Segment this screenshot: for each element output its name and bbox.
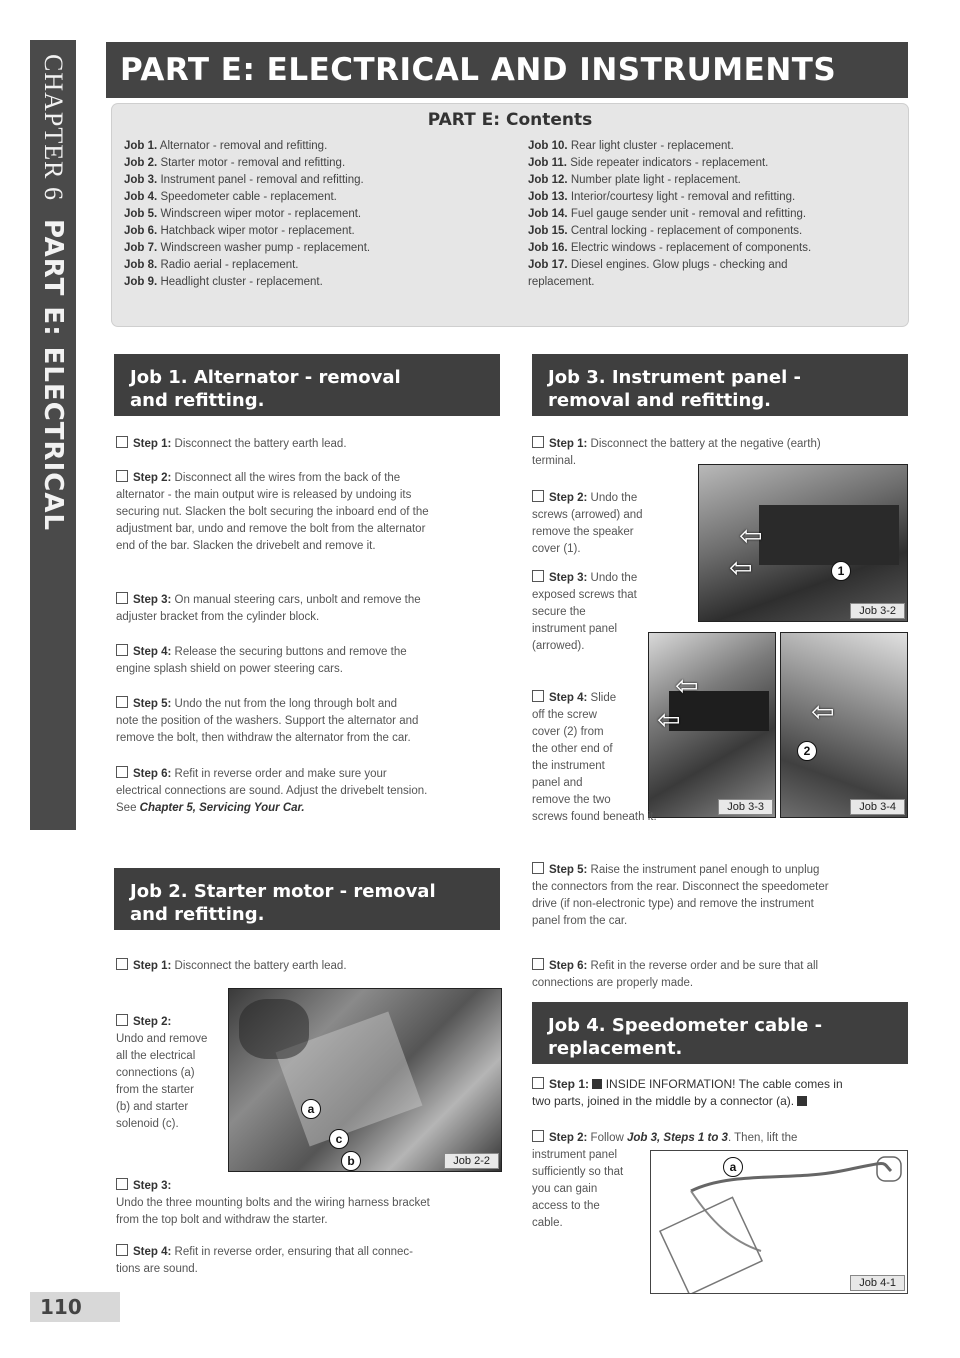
job1-step5: Step 5: Undo the nut from the long through bolt and note the position of the washers. Support the alternator and remove the bolt, then withdraw the alternator from the car. bbox=[116, 698, 419, 744]
checkbox-icon[interactable] bbox=[532, 1130, 544, 1142]
chapter-label: CHAPTER 6 bbox=[39, 54, 68, 201]
callout-c: c bbox=[329, 1129, 349, 1149]
job3-step1: Step 1: Disconnect the battery at the negative (earth) terminal. bbox=[532, 438, 821, 467]
job2-step4: Step 4: Refit in reverse order, ensuring that all connec- tions are sound. bbox=[116, 1246, 413, 1275]
job3-step3: Step 3: Undo the exposed screws that secure the instrument panel (arrowed). bbox=[532, 572, 638, 652]
arrow-icon: ⇦ bbox=[729, 552, 753, 583]
job4-header: Job 4. Speedometer cable - replacement. bbox=[532, 1002, 908, 1064]
checkbox-icon[interactable] bbox=[116, 1014, 128, 1026]
photo-caption: Job 3-3 bbox=[718, 799, 773, 815]
page-title-banner: PART E: ELECTRICAL AND INSTRUMENTS bbox=[106, 42, 908, 98]
cable-drawing bbox=[651, 1151, 907, 1293]
info-icon bbox=[797, 1096, 807, 1106]
checkbox-icon[interactable] bbox=[116, 644, 128, 656]
info-icon bbox=[592, 1079, 602, 1089]
checkbox-icon[interactable] bbox=[532, 1077, 544, 1089]
contents-entry: replacement. bbox=[528, 276, 595, 288]
contents-entry: Job 16. Electric windows - replacement of components. bbox=[528, 242, 812, 254]
contents-entry: Job 14. Fuel gauge sender unit - removal and refitting. bbox=[528, 208, 807, 220]
job1-step6: Step 6: Refit in reverse order and make sure your electrical connections are sound. Adjust the drivebelt tension. See Chapter 5, Servicing Your Car. bbox=[116, 768, 428, 814]
starter-motor-photo bbox=[228, 988, 502, 1172]
page-number: 110 bbox=[40, 1295, 82, 1319]
photo-caption: Job 3-2 bbox=[850, 603, 905, 619]
contents-entry: Job 2. Starter motor - removal and refitting. bbox=[124, 157, 346, 169]
contents-entry: Job 4. Speedometer cable - replacement. bbox=[124, 191, 337, 203]
contents-entry: Job 1. Alternator - removal and refitting. bbox=[124, 140, 328, 152]
job3-header: Job 3. Instrument panel - removal and refitting. bbox=[532, 354, 908, 416]
speedometer-cable-diagram bbox=[650, 1150, 908, 1294]
job3-step5: Step 5: Raise the instrument panel enough to unplug the connectors from the rear. Disconnect the speedometer drive (if non-electronic type) and remove the instrument panel from the car. bbox=[532, 864, 829, 927]
job2-step2: Step 2: Undo and remove all the electrical connections (a) from the starter (b) and starter solenoid (c). bbox=[116, 1016, 208, 1130]
job1-step2: Step 2: Disconnect all the wires from the back of the alternator - the main output wire is released by undoing its securing nut. Slacken the bolt securing the inboard end of the adjustment bar, undo and remove the bolt from the alternator end of the bar. Slacken the drivebelt and remove it. bbox=[116, 472, 429, 552]
photo-caption: Job 2-2 bbox=[444, 1153, 499, 1169]
photo-caption: Job 3-4 bbox=[850, 799, 905, 815]
job2-step1: Step 1: Disconnect the battery earth lead. bbox=[116, 958, 500, 975]
job3-step6: Step 6: Refit in the reverse order and be sure that all connections are properly made. bbox=[532, 960, 819, 989]
contents-box bbox=[112, 104, 908, 326]
job3-step2: Step 2: Undo the screws (arrowed) and remove the speaker cover (1). bbox=[532, 492, 643, 555]
contents-entry: Job 8. Radio aerial - replacement. bbox=[124, 259, 299, 271]
speaker-cover-photo bbox=[698, 464, 908, 622]
contents-entry: Job 6. Hatchback wiper motor - replacement. bbox=[124, 225, 355, 237]
contents-entry: Job 13. Interior/courtesy light - removal and refitting. bbox=[528, 191, 796, 203]
callout-b: b bbox=[341, 1151, 361, 1171]
callout-a: a bbox=[301, 1099, 321, 1119]
contents-entry: Job 7. Windscreen washer pump - replacement. bbox=[124, 242, 371, 254]
checkbox-icon[interactable] bbox=[532, 690, 544, 702]
arrow-icon: ⇦ bbox=[811, 696, 835, 727]
callout-1: 1 bbox=[831, 561, 851, 581]
job2-header: Job 2. Starter motor - removal and refitting. bbox=[114, 868, 500, 930]
checkbox-icon[interactable] bbox=[116, 1244, 128, 1256]
contents-entry: Job 11. Side repeater indicators - replacement. bbox=[528, 157, 769, 169]
checkbox-icon[interactable] bbox=[532, 862, 544, 874]
photo-caption: Job 4-1 bbox=[850, 1275, 905, 1291]
job2-step3: Step 3: Undo the three mounting bolts and the wiring harness bracket from the top bolt and withdraw the starter. bbox=[116, 1180, 430, 1226]
checkbox-icon[interactable] bbox=[116, 958, 128, 970]
job3-step4: Step 4: Slide off the screw cover (2) from the other end of the instrument panel and remove the two screws found beneath it. bbox=[532, 692, 657, 823]
chapter-reference: Chapter 5, Servicing Your Car. bbox=[139, 802, 305, 814]
job1-step1: Step 1: Disconnect the battery earth lead. bbox=[116, 436, 500, 453]
contents-entry: Job 12. Number plate light - replacement. bbox=[528, 174, 741, 186]
arrow-icon: ⇦ bbox=[657, 704, 681, 735]
checkbox-icon[interactable] bbox=[116, 436, 128, 448]
contents-right-column bbox=[528, 138, 900, 291]
contents-entry: Job 17. Diesel engines. Glow plugs - checking and bbox=[528, 259, 788, 271]
checkbox-icon[interactable] bbox=[116, 470, 128, 482]
job1-step4: Step 4: Release the securing buttons and remove the engine splash shield on power steering cars. bbox=[116, 646, 407, 675]
contents-entry: Job 15. Central locking - replacement of components. bbox=[528, 225, 803, 237]
callout-2: 2 bbox=[797, 741, 817, 761]
checkbox-icon[interactable] bbox=[532, 436, 544, 448]
contents-entry: Job 3. Instrument panel - removal and refitting. bbox=[124, 174, 364, 186]
checkbox-icon[interactable] bbox=[116, 696, 128, 708]
page-number-tab bbox=[30, 1292, 120, 1322]
contents-entry: Job 10. Rear light cluster - replacement. bbox=[528, 140, 734, 152]
job1-header: Job 1. Alternator - removal and refitting. bbox=[114, 354, 500, 416]
callout-a: a bbox=[723, 1157, 743, 1177]
checkbox-icon[interactable] bbox=[532, 958, 544, 970]
job1-step3: Step 3: On manual steering cars, unbolt and remove the adjuster bracket from the cylinder block. bbox=[116, 594, 421, 623]
checkbox-icon[interactable] bbox=[116, 766, 128, 778]
job4-step2: Step 2: Follow Job 3, Steps 1 to 3. Then, lift the instrument panel sufficiently so that you can gain access to the cable. bbox=[532, 1132, 798, 1229]
checkbox-icon[interactable] bbox=[532, 490, 544, 502]
contents-entry: Job 9. Headlight cluster - replacement. bbox=[124, 276, 323, 288]
checkbox-icon[interactable] bbox=[116, 592, 128, 604]
arrow-icon: ⇦ bbox=[675, 670, 699, 701]
instrument-panel-photo bbox=[648, 632, 776, 818]
screw-cover-photo bbox=[780, 632, 908, 818]
chapter-side-tab bbox=[30, 40, 76, 830]
contents-entry: Job 5. Windscreen wiper motor - replacement. bbox=[124, 208, 362, 220]
checkbox-icon[interactable] bbox=[116, 1178, 128, 1190]
arrow-icon: ⇦ bbox=[739, 520, 763, 551]
contents-left-column bbox=[124, 138, 514, 291]
contents-heading: PART E: Contents bbox=[427, 110, 593, 130]
job4-step1: Step 1: INSIDE INFORMATION! The cable comes in two parts, joined in the middle by a connector (a). bbox=[532, 1077, 843, 1108]
part-label: PART E: ELECTRICAL bbox=[38, 219, 68, 532]
checkbox-icon[interactable] bbox=[532, 570, 544, 582]
